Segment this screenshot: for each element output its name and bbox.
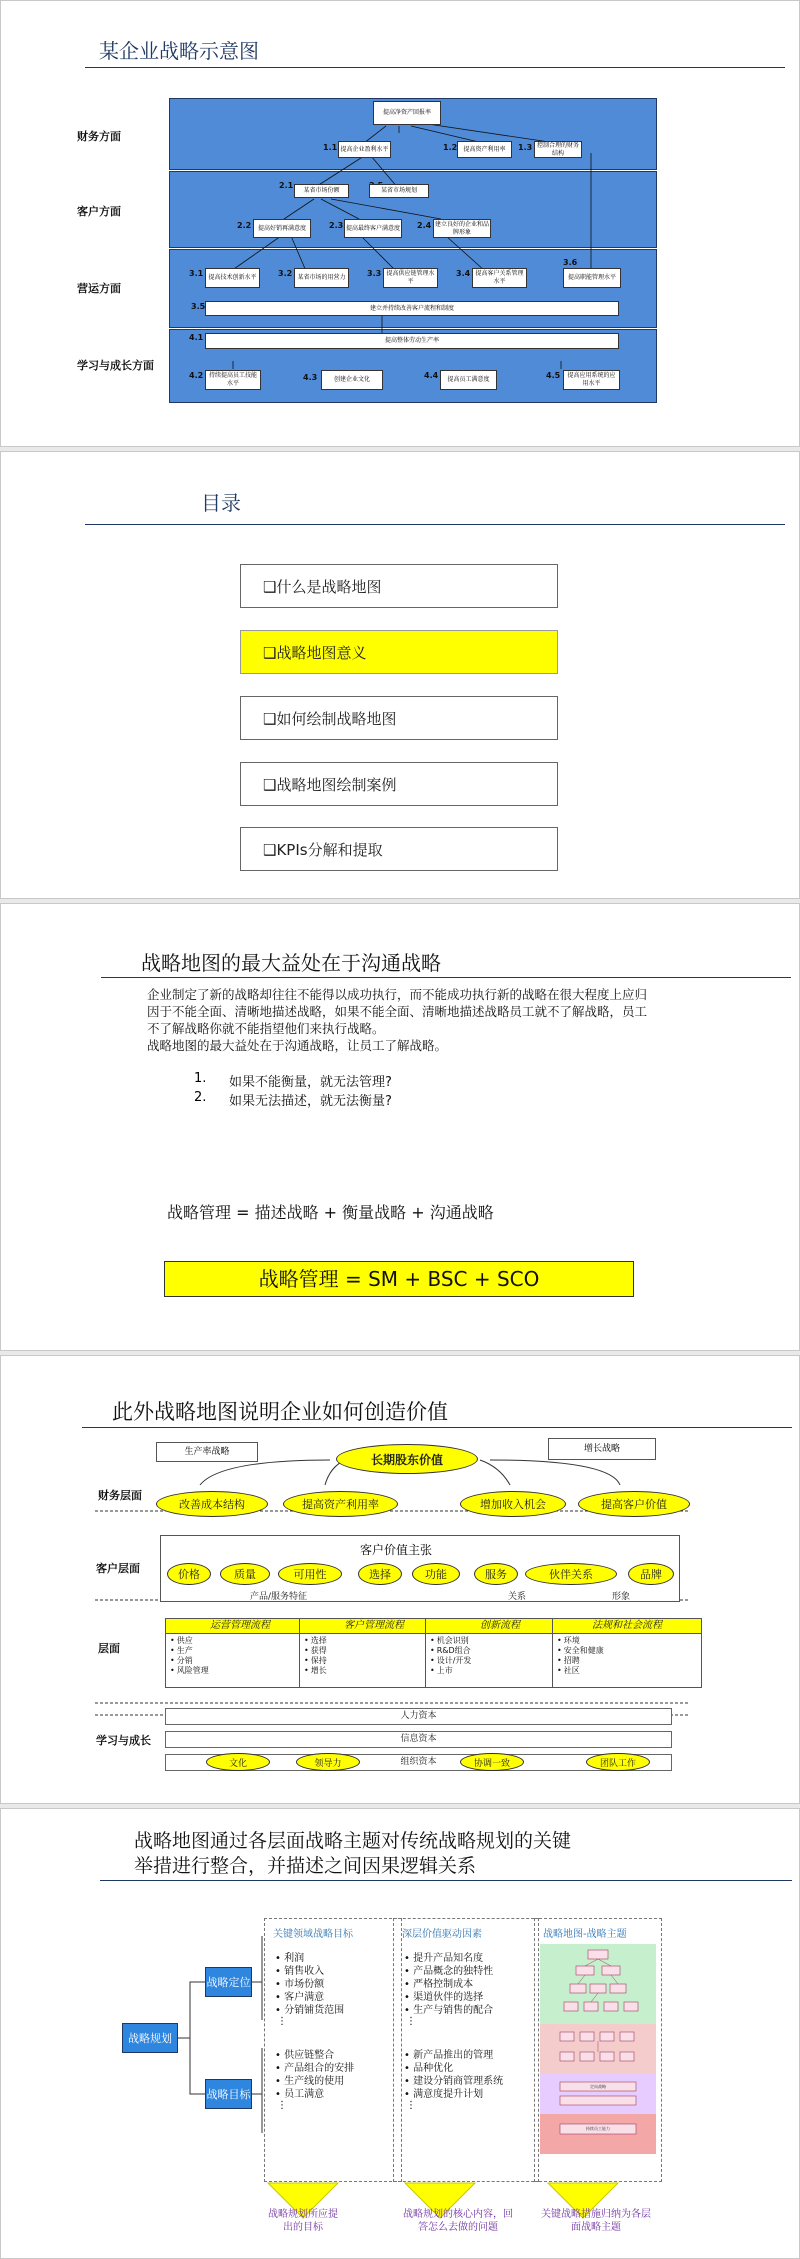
process-item: • 选择 xyxy=(304,1636,448,1646)
strategy-left-box: 生产率战略 xyxy=(156,1442,258,1462)
objective-number: 3.5 xyxy=(191,302,206,311)
slide-strategy-diagram xyxy=(0,0,800,447)
process-item: • 供应 xyxy=(170,1636,314,1646)
objective-box: 提高应用系统的应用水平 xyxy=(563,370,620,390)
driver-item: • 渠道伙伴的选择 xyxy=(404,1991,538,2004)
toc-item[interactable]: ❑如何绘制战略地图 xyxy=(240,696,558,740)
process-item: • 获得 xyxy=(304,1646,448,1656)
caption: 战略规划的核心内容，回答怎么去做的问题 xyxy=(403,2209,513,2233)
process-item: • 社区 xyxy=(557,1666,701,1676)
goal-list xyxy=(265,2049,401,2101)
column-title: 深层价值驱动因素 xyxy=(402,1929,482,1940)
customer-pill: 伙伴关系 xyxy=(525,1563,617,1585)
process-layer-label: 层面 xyxy=(98,1642,120,1655)
branch-box: 战略定位 xyxy=(205,1967,252,1997)
slide3-title: 战略地图的最大益处在于沟通战略 xyxy=(141,951,441,975)
objective-box: 提高供应链管理水平 xyxy=(383,268,438,288)
process-item: • 增长 xyxy=(304,1666,448,1676)
formula-box: 战略管理 = SM + BSC + SCO xyxy=(164,1261,634,1297)
customer-pill: 质量 xyxy=(220,1563,270,1585)
customer-pill: 选择 xyxy=(358,1563,402,1585)
customer-layer-label: 客户层面 xyxy=(96,1562,140,1575)
finance-pill: 提高客户价值 xyxy=(578,1491,690,1517)
strategy-right-box: 增长战略 xyxy=(548,1438,656,1460)
objective-number: 2.1 xyxy=(279,181,294,190)
objective-number: 3.4 xyxy=(456,269,471,278)
process-item: • 设计/开发 xyxy=(430,1656,574,1666)
objective-number: 4.3 xyxy=(303,373,318,382)
objective-box: 控制合理的财务结构 xyxy=(534,141,582,158)
toc-item[interactable]: ❑什么是战略地图 xyxy=(240,564,558,608)
objective-number: 2.3 xyxy=(329,221,344,230)
objective-number: 1.3 xyxy=(518,143,533,152)
goal-item: • 员工满意 xyxy=(275,2088,401,2101)
toc-item[interactable]: ❑KPIs分解和提取 xyxy=(240,827,558,871)
objective-number: 3.2 xyxy=(278,269,293,278)
objective-box: 创建企业文化 xyxy=(321,370,383,390)
customer-group-label: 产品/服务特征 xyxy=(250,1592,308,1602)
objective-box: 某省市场份额 xyxy=(294,184,349,198)
driver-item: • 生产与销售的配合 xyxy=(404,2004,538,2017)
process-item: • 环境 xyxy=(557,1636,701,1646)
objective-box: 提高资产利用率 xyxy=(457,141,512,158)
objective-number: 4.2 xyxy=(189,371,204,380)
process-title: 法规和社会流程 xyxy=(553,1619,701,1634)
objective-number: 1.2 xyxy=(443,143,458,152)
process-item: • 上市 xyxy=(430,1666,574,1676)
process-item: • 招聘 xyxy=(557,1656,701,1666)
process-item: • 机会识别 xyxy=(430,1636,574,1646)
title-underline xyxy=(101,977,791,978)
objective-number: 2.4 xyxy=(417,221,432,230)
customer-value-title: 客户价值主张 xyxy=(360,1543,433,1557)
intro-paragraph: 企业制定了新的战略却往往不能得以成功执行，而不能成功执行新的战略在很大程度上应归因于不能全面、清晰地描述战略，如果不能全面、清晰地描述战略员工就不了解战略，员工不了解战略你就不能指望他们来执行战略。 xyxy=(147,987,648,1036)
goal-item: • 分销铺货范围 xyxy=(275,2004,401,2017)
slide1-title: 某企业战略示意图 xyxy=(99,39,259,63)
list-number: 2. xyxy=(194,1090,207,1105)
process-item: • R&D组合 xyxy=(430,1646,574,1656)
list-item: 如果无法描述，就无法衡量? xyxy=(229,1094,392,1109)
mini-map-boxes xyxy=(540,1944,656,2154)
process-item: • 风险管理 xyxy=(170,1666,314,1676)
mini-label: 持续员工能力 xyxy=(586,2126,610,2131)
formula-text: 战略管理 = 描述战略 + 衡量战略 + 沟通战略 xyxy=(167,1203,494,1222)
perspective-label: 客户方面 xyxy=(77,205,121,218)
goal-item: • 销售收入 xyxy=(275,1965,401,1978)
caption: 关键战略措施归纳为各层面战略主题 xyxy=(541,2209,651,2233)
customer-pill: 服务 xyxy=(474,1563,518,1585)
culture-pill: 领导力 xyxy=(296,1753,360,1771)
process-list xyxy=(170,1636,314,1676)
objective-box: 提高好销再满意度 xyxy=(253,219,311,238)
mini-label: 定向战略 xyxy=(590,2084,606,2089)
objective-box: 提高技术创新水平 xyxy=(205,268,260,288)
toc-item[interactable]: ❑战略地图绘制案例 xyxy=(240,762,558,806)
goal-item: • 市场份额 xyxy=(275,1978,401,1991)
process-title: 客户管理流程 xyxy=(300,1619,448,1634)
learning-layer-label: 学习与成长 xyxy=(96,1734,151,1747)
process-box xyxy=(165,1618,315,1688)
goal-item: • 生产线的使用 xyxy=(275,2075,401,2088)
slide-toc xyxy=(0,451,800,899)
customer-pill: 功能 xyxy=(412,1563,460,1585)
perspective-label: 财务方面 xyxy=(77,130,121,143)
intro-paragraph-2: 战略地图的最大益处在于沟通战略，让员工了解战略。 xyxy=(147,1038,448,1053)
objective-box: 某省市场的用营力 xyxy=(294,268,349,288)
objective-number: 1.1 xyxy=(323,143,338,152)
driver-item: • 满意度提升计划 xyxy=(404,2088,538,2101)
objective-box: 提高员工满意度 xyxy=(440,370,497,390)
capital-band: 组织资本 xyxy=(165,1754,672,1771)
objective-number: 3.3 xyxy=(367,269,382,278)
goal-item: • 供应链整合 xyxy=(275,2049,401,2062)
objective-number: 2.2 xyxy=(237,221,252,230)
objective-number: 4.5 xyxy=(546,371,561,380)
goal-list xyxy=(265,1952,401,2017)
toc-item-active[interactable]: ❑战略地图意义 xyxy=(240,630,558,674)
title-underline xyxy=(85,524,785,525)
objective-box: 建立良好的企业和品牌形象 xyxy=(433,219,491,238)
objective-box: 提高整体劳动生产率 xyxy=(205,333,619,349)
culture-pill: 团队工作 xyxy=(586,1753,650,1771)
capital-band: 信息资本 xyxy=(165,1731,672,1748)
objective-box: 提高净资产回报率 xyxy=(373,101,441,125)
slide2-title: 目录 xyxy=(201,491,241,515)
top-goal-pill: 长期股东价值 xyxy=(336,1444,478,1474)
objective-number: 3.1 xyxy=(189,269,204,278)
process-item: • 分销 xyxy=(170,1656,314,1666)
driver-item: • 建设分销商管理系统 xyxy=(404,2075,538,2088)
customer-group-label: 关系 xyxy=(508,1592,527,1602)
column-title: 关键领域战略目标 xyxy=(273,1929,353,1940)
slide-communication xyxy=(0,903,800,1351)
driver-list xyxy=(394,1952,538,2017)
process-item: • 生产 xyxy=(170,1646,314,1656)
perspective-label: 学习与成长方面 xyxy=(77,359,154,372)
objective-box: 持续提高员工技能水平 xyxy=(205,370,261,390)
customer-group-label: 形象 xyxy=(612,1592,631,1602)
objective-box: 建立并持续改善客户流程和制度 xyxy=(205,301,619,316)
driver-item: • 新产品推出的管理 xyxy=(404,2049,538,2062)
objective-number: 3.6 xyxy=(563,258,578,267)
customer-pill: 可用性 xyxy=(278,1563,342,1585)
objective-box: 提高最终客户满意度 xyxy=(344,219,402,238)
driver-list xyxy=(394,2049,538,2101)
culture-pill: 协调一致 xyxy=(460,1753,524,1771)
customer-pill: 价格 xyxy=(167,1563,211,1585)
driver-item: • 严格控制成本 xyxy=(404,1978,538,1991)
goal-item: • 产品组合的安排 xyxy=(275,2062,401,2075)
process-list xyxy=(557,1636,701,1676)
column-title: 战略地图-战略主题 xyxy=(543,1929,627,1940)
caption: 战略规划所应提出的目标 xyxy=(268,2209,338,2233)
culture-pill: 文化 xyxy=(206,1753,270,1771)
branch-box: 战略目标 xyxy=(205,2079,252,2109)
finance-pill: 增加收入机会 xyxy=(460,1491,566,1517)
root-box: 战略规划 xyxy=(122,2023,178,2053)
process-item: • 保持 xyxy=(304,1656,448,1666)
objective-box: 提高企业盈利水平 xyxy=(338,141,391,158)
column-goals: 关键领域战略目标 • 利润 • 销售收入 • 市场份额 • 客户满意 • 分销铺货范围 ⋮ • 供应链整合 • 产品组合的安排 • 生产线的使用 • 员工满意 ⋮ xyxy=(264,1918,402,2182)
driver-item: • 提升产品知名度 xyxy=(404,1952,538,1965)
finance-pill: 提高资产利用率 xyxy=(283,1491,398,1517)
slide5-title-line1: 战略地图通过各层面战略主题对传统战略规划的关键 xyxy=(134,1830,572,1852)
objective-box: 提高职能管理水平 xyxy=(563,268,621,288)
perspective-label: 营运方面 xyxy=(77,282,121,295)
objective-number: 4.1 xyxy=(189,333,204,342)
objective-box: 某省市场规划 xyxy=(369,184,429,198)
customer-pill: 品牌 xyxy=(628,1563,674,1585)
mini-map xyxy=(540,1944,656,2154)
driver-item: • 品种优化 xyxy=(404,2062,538,2075)
goal-item: • 利润 xyxy=(275,1952,401,1965)
objective-number: 4.4 xyxy=(424,371,439,380)
slide4-title: 此外战略地图说明企业如何创造价值 xyxy=(112,1400,448,1424)
finance-pill: 改善成本结构 xyxy=(156,1491,268,1517)
objective-box: 提高客户关系管理水平 xyxy=(472,268,527,288)
driver-item: • 产品概念的独特性 xyxy=(404,1965,538,1978)
finance-layer-label: 财务层面 xyxy=(98,1489,142,1502)
process-box xyxy=(552,1618,702,1688)
slide5-title-line2: 举措进行整合，并描述之间因果逻辑关系 xyxy=(134,1855,477,1877)
process-item: • 安全和健康 xyxy=(557,1646,701,1656)
list-item: 如果不能衡量，就无法管理? xyxy=(229,1075,392,1090)
process-title: 创新流程 xyxy=(426,1619,574,1634)
column-drivers: 深层价值驱动因素 • 提升产品知名度 • 产品概念的独特性 • 严格控制成本 • 渠道伙伴的选择 • 生产与销售的配合 ⋮ • 新产品推出的管理 • 品种优化 • 建设分销商管理系统 • 满意度提升计划 ⋮ xyxy=(393,1918,539,2182)
list-number: 1. xyxy=(194,1071,207,1086)
goal-item: • 客户满意 xyxy=(275,1991,401,2004)
capital-band: 人力资本 xyxy=(165,1708,672,1725)
process-title: 运营管理流程 xyxy=(166,1619,314,1634)
